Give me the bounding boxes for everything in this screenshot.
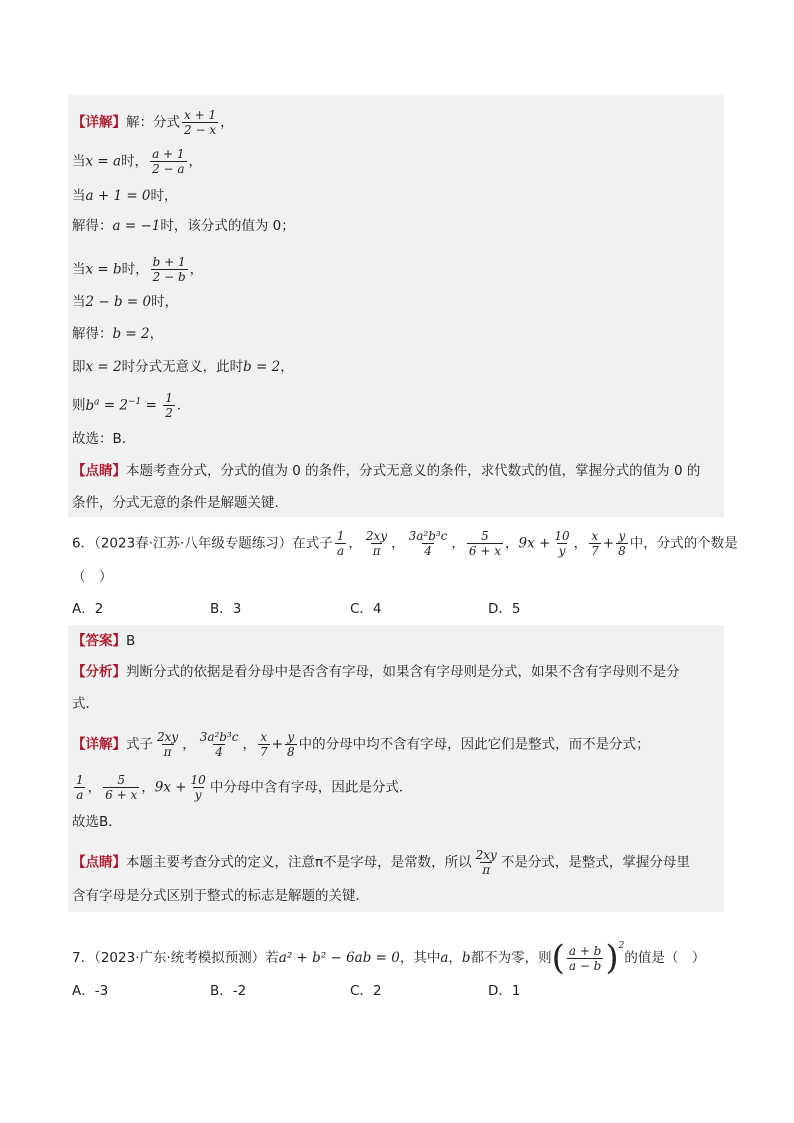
option-c: C．2 bbox=[350, 983, 382, 999]
q6-answer: 【答案】B bbox=[72, 633, 136, 649]
q5-detail-line-8: 即x = 2时分式无意义，此时b = 2， bbox=[72, 359, 294, 375]
option-a: A．-3 bbox=[72, 983, 109, 999]
q5-detail-line-3: 当a + 1 = 0时， bbox=[72, 188, 178, 204]
option-d: D．1 bbox=[488, 983, 521, 999]
fraction: $\frac{1}{2}$ bbox=[165, 391, 173, 420]
comment-tag: 【点睛】 bbox=[72, 463, 126, 479]
q6-detail-line-2: $\frac{1}{a}$ ， $\frac{5}{6 + x}$ ，9x + $\frac{10}{y}$ 中分母中含有字母，因此是分式． bbox=[76, 773, 413, 802]
q6-analysis-line-2: 式． bbox=[72, 696, 99, 712]
q6-detail-line-1: 【详解】式子 $\frac{2xy}{\pi}$ ， $\frac{\text{3a²b³c}}{4}$ ， $\frac{x}{7}$ + $\frac{y}{8}$ 中的分母中均不含有字母，因此它们是整式，而不是分式； bbox=[72, 730, 650, 759]
q5-detail-line-5: 当x = b时， $\frac{b + 1}{2 - b}$ ， bbox=[72, 255, 204, 284]
option-a: A．2 bbox=[72, 601, 104, 617]
q6-paren: （ ） bbox=[72, 569, 113, 585]
fraction: $\frac{x + 1}{2 - x}$ bbox=[184, 108, 217, 137]
q6-stem: 6．（2023春·江苏·八年级专题练习）在式子 $\frac{1}{a}$ ， $\frac{2xy}{\pi}$ ， $\frac{\text{3a²b³c}}{4}$ ， $\frac{5}{6 + x}$ ，9x + $\frac{10}{y}$ ， $\frac{x}{7}$ + $\frac{y}{8}$ 中，分式的个数是 bbox=[72, 529, 738, 558]
fraction: $\frac{b + 1}{2 - b}$ bbox=[152, 255, 186, 284]
detail-tag: 【详解】 bbox=[72, 114, 126, 131]
q5-detail-line-6: 当2 − b = 0时， bbox=[72, 294, 179, 310]
fraction: $\frac{a + 1}{2 - a}$ bbox=[152, 147, 185, 176]
q6-options bbox=[72, 599, 722, 619]
q5-detail-line-1: 【详解】解：分式 $\frac{x + 1}{2 - x}$ ， bbox=[72, 108, 234, 137]
q6-comment-line-2: 含有字母是分式区别于整式的标志是解题的关键． bbox=[72, 888, 369, 904]
option-b: B．-2 bbox=[210, 983, 247, 999]
q5-comment-line-1: 【点睛】本题考查分式，分式的值为 0 的条件，分式无意义的条件，求代数式的值，掌握分式的值为 0 的 bbox=[72, 463, 701, 479]
q6-analysis-line-1: 【分析】判断分式的依据是看分母中是否含有字母，如果含有字母则是分式，如果不含有字母则不是分 bbox=[72, 664, 680, 680]
option-d: D．5 bbox=[488, 601, 521, 617]
q5-detail-line-10: 故选：B． bbox=[72, 431, 136, 447]
q5-detail-line-9: 则$b^a = 2^{-1}$ = $\frac{1}{2}$ ． bbox=[72, 391, 191, 420]
option-b: B．3 bbox=[210, 601, 242, 617]
q5-detail-line-2: 当x = a时， $\frac{a + 1}{2 - a}$ ， bbox=[72, 147, 203, 176]
option-c: C．4 bbox=[350, 601, 382, 617]
q6-choose: 故选B． bbox=[72, 814, 122, 830]
q5-detail-line-4: 解得：a = −1时，该分式的值为 0； bbox=[72, 218, 295, 234]
q5-comment-line-2: 条件，分式无意的条件是解题关键． bbox=[72, 495, 288, 511]
q7-stem: 7．（2023·广东·统考模拟预测）若a² + b² − 6ab = 0，其中a，b都不为零，则( $\frac{a + b}{a - b}$ )$^2$的值是（ ） bbox=[72, 938, 706, 978]
q7-options bbox=[72, 981, 722, 1001]
q5-detail-line-7: 解得：b = 2， bbox=[72, 326, 164, 342]
q6-comment-line-1: 【点睛】本题主要考查分式的定义，注意π不是字母，是常数，所以 $\frac{2xy}{\pi}$ 不是分式，是整式，掌握分母里 bbox=[72, 848, 690, 877]
